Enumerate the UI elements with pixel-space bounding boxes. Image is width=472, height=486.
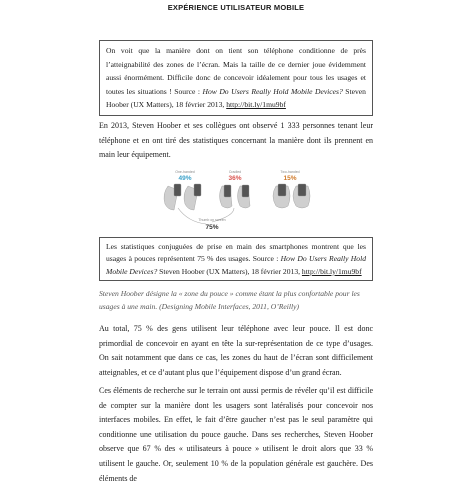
paragraph-3: Ces éléments de recherche sur le terrain ont aussi permis de révéler qu’il est difficile de compter sur la manière dont les usagers sont latéralisés pour concevoir nos interfaces mobiles. En effet, le fait d’être gaucher n’est pas le seul paramètre qui conditionne une utilisation du pouce gauche. Dans ses recherches, Steven Hoober observe que 67 % des « utilisateurs à pouce » utilisent le droit alors que 33 % utilisent le gauche. Or, seulement 10 % de la population générale est gauchère. Des éléments de xyxy=(99,386,373,483)
note-box-2-text: Les statistiques conjuguées de prise en main des smartphones montrent que les usages à pouces représentent 75 % des usages. Source : How Do Users Really Hold Mobile Devices? Steven Hoober (UX Matters), 18 février 2013, http://bit.ly/1mu9bf xyxy=(106,242,366,276)
left-hands-icon xyxy=(164,184,201,210)
source-link[interactable]: http://bit.ly/1mu9bf xyxy=(226,100,286,110)
thumb-label: Thumb on screen xyxy=(198,218,226,222)
mid-hands-icon xyxy=(220,185,251,208)
source-link-2[interactable]: http://bit.ly/1mu9bf xyxy=(301,266,362,276)
mid-grip-label: Cradled xyxy=(228,170,242,174)
right-grip-pct: 15% xyxy=(283,175,297,182)
note-box-1 xyxy=(99,40,373,116)
note-box-1-text: On voit que la manière dont on tient son téléphone conditionne de près l’atteignabilité des zones de l’écran. Mais la taille de ce dernier joue évidemment aussi énormément. Difficile donc de concevoir idéalement pour tous les usages et toutes les situations ! Source : How Do Users Really Hold Mobile Devices? Steven Hoober (UX Matters), 18 février 2013, http://bit.ly/1mu9bf xyxy=(106,46,366,110)
hand-grip-figure xyxy=(150,168,320,234)
hand-grip-illustration xyxy=(150,168,320,234)
source-title: How Do Users Really Hold Mobile Devices? xyxy=(202,86,343,96)
right-grip-label: Two-handed xyxy=(280,170,300,174)
thumb-pct: 75% xyxy=(205,224,219,231)
figure-caption: Steven Hoober désigne la « zone du pouce » comme étant la plus confortable pour les usages à une main. (Designing Mobile Interfaces, 2011, O’Reilly) xyxy=(99,289,360,311)
source-title-2: How Do Users Really Hold Mobile Devices? xyxy=(106,254,366,276)
paragraph-1: En 2013, Steven Hoober et ses collègues ont observé 1 333 personnes tenant leur téléphone et en ont tiré des statistiques concernant la manière dont ils prennent en main leur équipement. xyxy=(99,121,373,160)
right-hands-icon xyxy=(273,184,310,208)
note-box-2 xyxy=(99,237,373,281)
mid-grip-pct: 36% xyxy=(228,175,242,182)
paragraph-2: Au total, 75 % des gens utilisent leur téléphone avec leur pouce. Il est donc primordial de concevoir en ayant en tête la sur-représentation de ce type d’usages. On sait notamment que dans ce cas, les zones du haut de l’écran sont difficilement atteignables, et ce d’autant plus que l’équipement dispose d’un grand écran. xyxy=(99,324,373,377)
left-grip-label: One-handed xyxy=(175,170,195,174)
left-grip-pct: 49% xyxy=(178,175,192,182)
page-header: EXPÉRIENCE UTILISATEUR MOBILE xyxy=(167,3,305,12)
